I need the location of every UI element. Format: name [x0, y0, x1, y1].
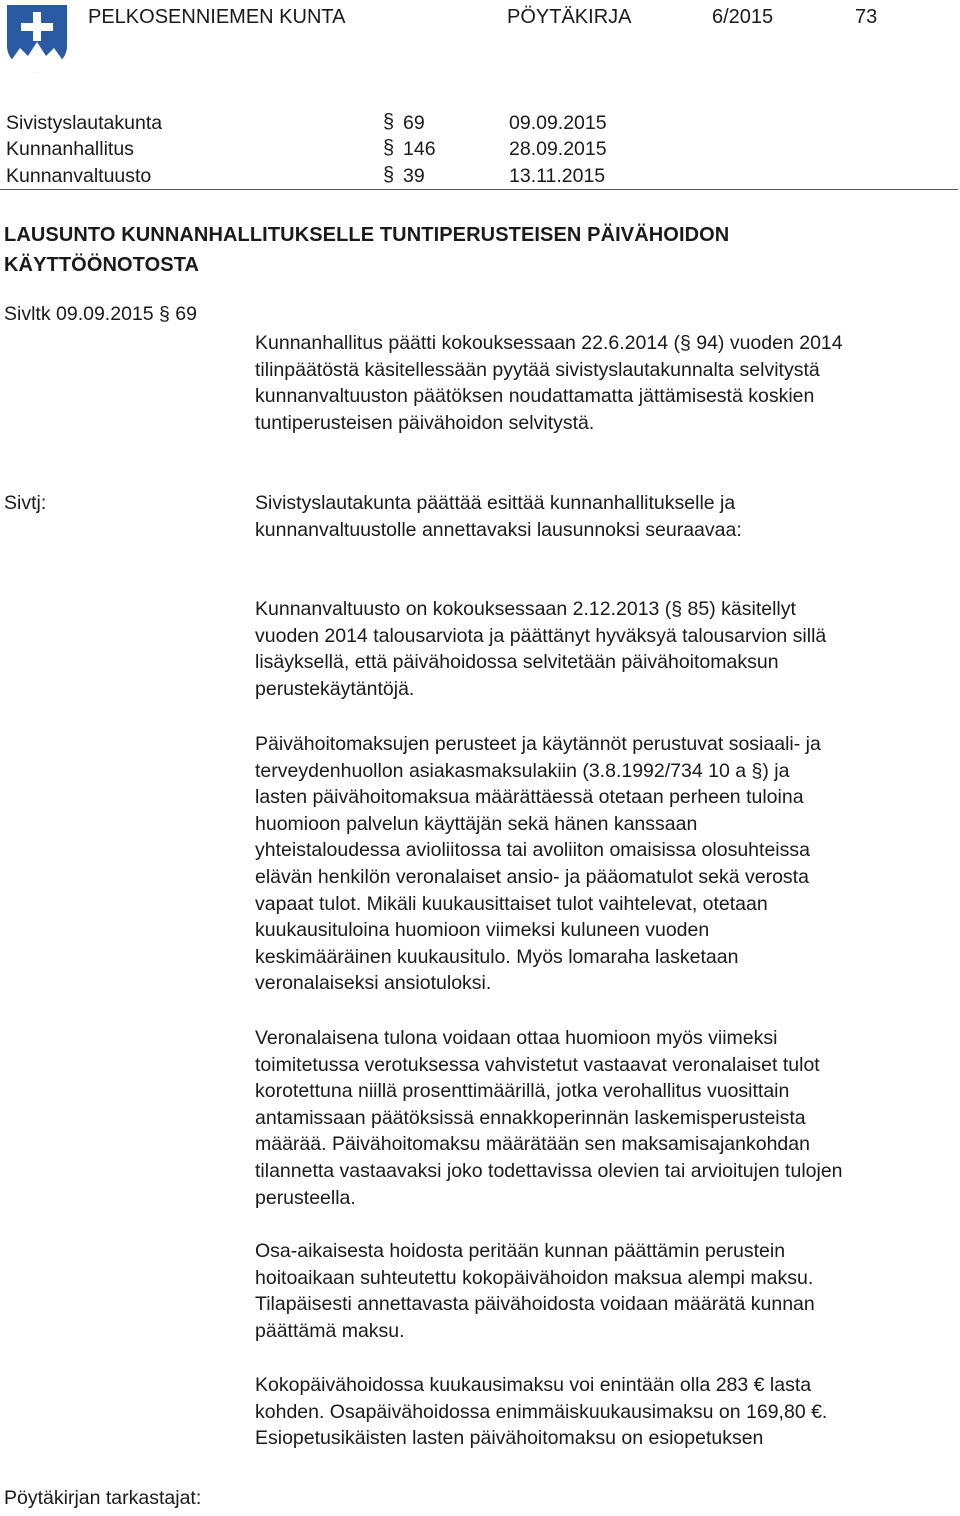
text-line: tilannetta vastaavaksi joko todettavissa olevien tai arvioitujen tulojen — [255, 1159, 843, 1182]
statement-paragraph — [255, 1238, 955, 1344]
issue-number: 6/2015 — [712, 6, 774, 28]
text-line: kunnanvaltuustolle annettavaksi lausunnoksi seuraavaa: — [255, 518, 742, 541]
text-line: Veronalaisena tulona voidaan ottaa huomioon myös viimeksi — [255, 1027, 778, 1049]
text-line: perusteella. — [255, 1186, 356, 1209]
intro-paragraph — [255, 330, 955, 436]
text-line: terveydenhuollon asiakasmaksulakiin (3.8.1992/734 10 a §) ja — [255, 759, 790, 782]
title-line: LAUSUNTO KUNNANHALLITUKSELLE TUNTIPERUSTEISEN PÄIVÄHOIDON — [4, 224, 730, 246]
proposal-paragraph — [255, 490, 955, 543]
text-line: kunnanvaltuuston päätöksen noudattamatta jättämisestä koskien — [255, 385, 815, 408]
header-divider — [0, 189, 958, 190]
proceedings-number: 69 — [403, 112, 425, 134]
municipal-coat-of-arms-icon — [6, 4, 68, 74]
sivltk-label: Sivltk 09.09.2015 § 69 — [4, 303, 197, 325]
section-symbol: § — [383, 164, 395, 186]
text-line: Kunnanhallitus päätti kokouksessaan 22.6.2014 (§ 94) vuoden 2014 — [255, 332, 843, 354]
proceedings-date: 28.09.2015 — [509, 138, 607, 160]
minutes-reviewers-label: Pöytäkirjan tarkastajat: — [4, 1487, 202, 1509]
statement-paragraph — [255, 1025, 955, 1211]
text-line: Sivistyslautakunta päättää esittää kunnanhallitukselle ja — [255, 492, 736, 514]
text-line: hoitoaikaan suhteutettu kokopäivähoidon maksua alempi maksu. — [255, 1266, 814, 1289]
proceedings-body: Kunnanvaltuusto — [6, 165, 152, 187]
page-number: 73 — [855, 6, 878, 28]
proceedings-body: Kunnanhallitus — [6, 138, 134, 160]
statement-paragraph — [255, 596, 955, 702]
text-line: Esiopetusikäisten lasten päivähoitomaksu on esiopetuksen — [255, 1427, 764, 1450]
text-line: antamissaan päätöksissä ennakkoperinnän laskemisperusteista — [255, 1106, 806, 1129]
text-line: Tilapäisesti annettavasta päivähoidosta voidaan määrätä kunnan — [255, 1293, 815, 1316]
text-line: huomioon palvelun käyttäjän sekä hänen kanssaan — [255, 812, 698, 835]
text-line: tuntiperusteisen päivähoidon selvitystä. — [255, 411, 595, 434]
document-title — [4, 220, 729, 280]
section-symbol: § — [383, 111, 395, 133]
text-line: keskimääräinen kuukausitulo. Myös lomaraha lasketaan — [255, 945, 739, 968]
text-line: Päivähoitomaksujen perusteet ja käytännöt perustuvat sosiaali- ja — [255, 733, 821, 755]
title-line: KÄYTTÖÖNOTOSTA — [4, 254, 200, 276]
proceedings-date: 13.11.2015 — [509, 165, 606, 187]
document-type: PÖYTÄKIRJA — [507, 6, 632, 28]
text-line: päättämä maksu. — [255, 1319, 405, 1342]
text-line: määrää. Päivähoitomaksu määrätään sen maksamisajankohdan — [255, 1133, 810, 1156]
text-line: kuukausituloina huomioon viimeksi kuluneen vuoden — [255, 919, 710, 942]
section-symbol: § — [383, 137, 395, 159]
municipality-name: PELKOSENNIEMEN KUNTA — [88, 6, 346, 28]
text-line: korotettuna niillä prosenttimäärillä, jotka verohallitus vuosittain — [255, 1080, 790, 1103]
text-line: tilinpäätöstä käsitellessään pyytää sivistyslautakunnalta selvitystä — [255, 358, 820, 381]
proceedings-number: 39 — [403, 165, 425, 187]
proceedings-body: Sivistyslautakunta — [6, 112, 163, 134]
text-line: lasten päivähoitomaksua määrättäessä otetaan perheen tuloina — [255, 786, 804, 809]
text-line: vuoden 2014 talousarviota ja päättänyt hyväksyä talousarvion sillä — [255, 624, 827, 647]
text-line: kohden. Osapäivähoidossa enimmäiskuukausimaksu on 169,80 €. — [255, 1400, 828, 1423]
text-line: perustekäytäntöjä. — [255, 677, 415, 700]
text-line: yhteistaloudessa avioliitossa tai avoliiton omaisissa olosuhteissa — [255, 839, 810, 862]
text-line: Kunnanvaltuusto on kokouksessaan 2.12.2013 (§ 85) käsitellyt — [255, 598, 796, 620]
text-line: toimitetussa verotuksessa vahvistetut vastaavat veronalaiset tulot — [255, 1053, 820, 1076]
statement-paragraph — [255, 731, 955, 997]
proceedings-date: 09.09.2015 — [509, 112, 607, 134]
text-line: Osa-aikaisesta hoidosta peritään kunnan päättämin perustein — [255, 1240, 786, 1262]
text-line: lisäyksellä, että päivähoidossa selvitetään päivähoitomaksun — [255, 651, 779, 674]
proceedings-number: 146 — [403, 138, 436, 160]
text-line: veronalaiseksi ansiotuloksi. — [255, 972, 492, 995]
sivtj-label: Sivtj: — [4, 492, 47, 514]
text-line: elävän henkilön veronalaiset ansio- ja pääomatulot sekä verosta — [255, 865, 809, 888]
text-line: vapaat tulot. Mikäli kuukausittaiset tulot vaihtelevat, otetaan — [255, 892, 768, 915]
statement-paragraph — [255, 1372, 955, 1452]
text-line: Kokopäivähoidossa kuukausimaksu voi enintään olla 283 € lasta — [255, 1374, 812, 1396]
